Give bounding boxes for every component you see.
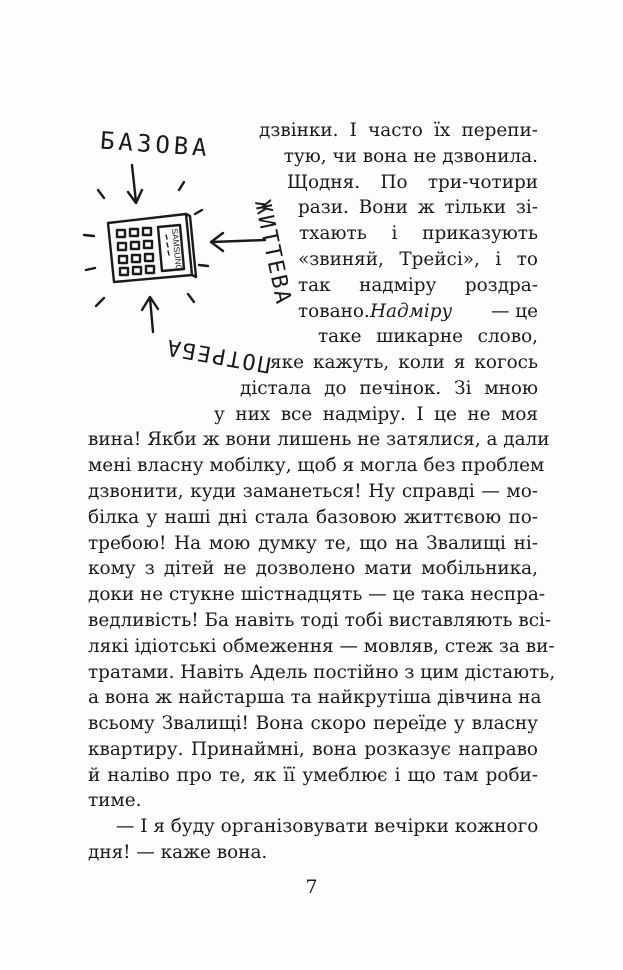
lettering-bottom: ПОТРЕБА: [163, 333, 274, 377]
text-line: [298, 301, 538, 325]
text-line: білка у наші дні стала базовою життєвою по-: [88, 506, 538, 528]
text-line: ведливість! Ба навіть тоді тобі виставляють всі-: [88, 609, 552, 631]
text-line: квартиру. Принаймні, вона розказує направо: [88, 738, 538, 760]
text-line: дзвінки. І часто їх перепи-: [259, 120, 538, 141]
text-line: яке кажуть, коли я когось: [270, 352, 538, 374]
text-line: у них все надміру. І це не моя: [214, 403, 538, 425]
phone-icon: [80, 110, 296, 400]
text-fragment: товано.: [298, 300, 370, 322]
phone-brand-label: SAMSUNG: [169, 227, 185, 272]
text-line: требою! На мою думку те, що на Звалищі ні-: [88, 532, 538, 554]
text-line: а вона ж найстарша та найкрутіша дівчина на: [88, 687, 542, 709]
text-line: тратами. Навіть Адель постійно з цим дістають,: [88, 661, 556, 683]
text-line: кому з дітей не дозволено мати мобільника,: [88, 558, 538, 580]
text-line: доки не стукне шістнадцять — це така неспра-: [88, 584, 546, 606]
text-line: вина! Якби ж вони лишень не затялися, а дали: [88, 429, 550, 451]
text-fragment: — це: [491, 300, 538, 322]
emphasis-word: Надміру: [370, 300, 453, 322]
text-line: дня! — каже вона.: [88, 842, 268, 863]
text-line: — І я буду організовувати вечірки кожного: [116, 816, 539, 838]
text-line: таке шикарне слово,: [318, 326, 538, 348]
text-line: дзвонити, куди заманеться! Ну справді — мо-: [88, 481, 538, 502]
text-line: «звиняй, Трейсі», і то: [298, 248, 538, 270]
text-line: Щодня. По три-чотири: [287, 171, 538, 193]
text-line: мені власну мобілку, щоб я могла без проблем: [88, 455, 545, 477]
text-line: дістала до печінок. Зі мною: [240, 377, 538, 399]
lettering-right: ЖИТТЕВА: [249, 198, 296, 308]
text-line: лякі ідіотські обмеження — мовляв, стеж за ви-: [88, 635, 555, 657]
text-line: тую, чи вона не дзвонила.: [283, 145, 538, 167]
page-number: 7: [305, 876, 318, 898]
text-line: так надміру роздра-: [298, 274, 538, 296]
text-line: тхають і приказують: [299, 223, 538, 245]
text-line: рази. Вони ж тільки зі-: [298, 197, 538, 219]
lettering-top: БАЗОВА: [99, 126, 212, 163]
text-line: й наліво про те, як її умеблює і що там роби-: [88, 764, 538, 786]
text-line: тиме.: [88, 790, 142, 812]
text-line: всьому Звалищі! Вона скоро переїде у власну: [88, 713, 538, 735]
illustration-basic-need: [80, 110, 296, 400]
